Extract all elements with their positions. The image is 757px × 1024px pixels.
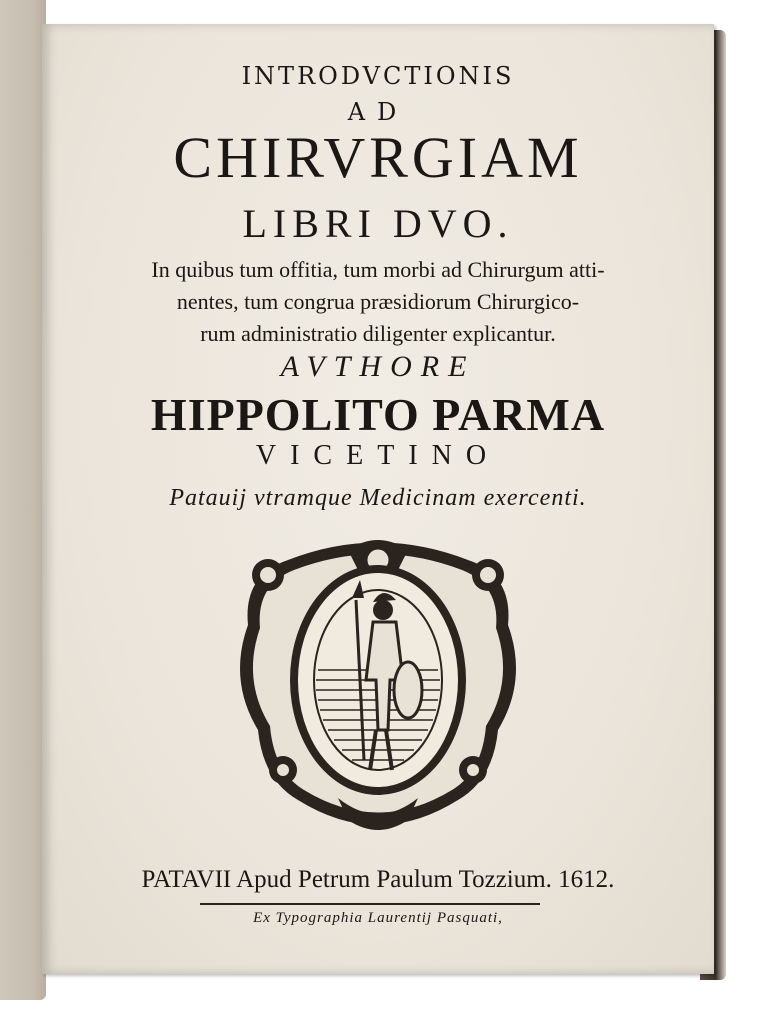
author-label: AVTHORE	[280, 350, 476, 383]
subtitle-line-2: nentes, tum congrua præsidiorum Chirurgico-	[176, 289, 580, 314]
handwritten-note: Ex Typographia Laurentij Pasquati,	[253, 910, 503, 926]
book-cover-left	[0, 0, 46, 1000]
subtitle-line-3: rum administratio diligenter explicantur.	[200, 321, 556, 346]
title-line-2: AD	[347, 98, 409, 126]
title-line-4: LIBRI DVO.	[242, 201, 514, 246]
author-name: HIPPOLITO PARMA	[150, 389, 606, 440]
author-origin: VICETINO	[255, 440, 501, 471]
imprint-rule	[200, 903, 540, 905]
author-role: Patauij vtramque Medicinam exercenti.	[169, 485, 587, 511]
subtitle-line-1: In quibus tum offitia, tum morbi ad Chirurgum atti-	[151, 257, 605, 282]
title-main: CHIRVRGIAM	[173, 125, 583, 190]
printers-device-minerva-icon	[228, 530, 528, 835]
imprint-line: PATAVII Apud Petrum Paulum Tozzium. 1612.	[141, 866, 615, 893]
title-line-1: INTRODVCTIONIS	[241, 62, 515, 90]
